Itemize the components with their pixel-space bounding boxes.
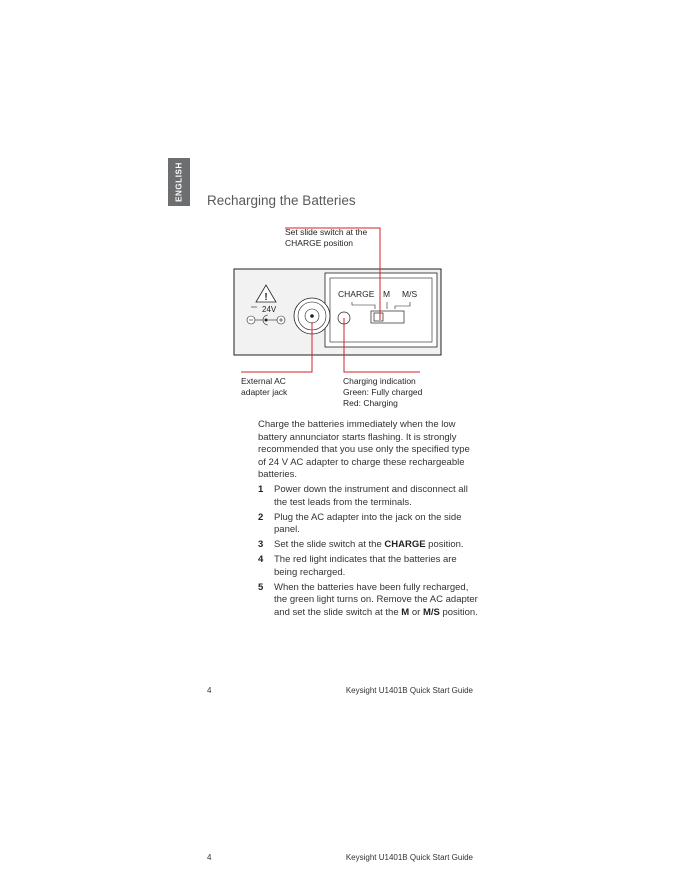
jack-callout: [241, 376, 287, 398]
step-item: [258, 582, 478, 620]
m-label: M: [383, 289, 391, 299]
step-text: [274, 539, 464, 550]
step-text-part: position.: [439, 606, 478, 618]
jack-callout-line2: adapter jack: [241, 387, 288, 397]
step-text-part: When the batteries have been fully recharged, the green light turns on. Remove the AC adapter and set the slide switch at the: [274, 581, 478, 618]
steps-list: [258, 484, 478, 622]
step-item: [258, 484, 478, 509]
section-heading: Recharging the Batteries: [207, 193, 356, 208]
step-text-part: or: [409, 606, 423, 618]
warning-mark: !: [264, 292, 268, 303]
step-bold-term: M/S: [422, 606, 440, 618]
step-number: 5: [258, 581, 264, 593]
step-text-part: Set the slide switch at the: [274, 539, 385, 550]
side-panel-diagram: [0, 0, 680, 420]
slide-switch-knob: [374, 313, 383, 321]
switch-callout: [285, 227, 367, 249]
step-bold-term: CHARGE: [384, 539, 426, 550]
ac-jack-pin: [310, 314, 314, 318]
step-number: 4: [258, 554, 264, 565]
switch-callout-line2: CHARGE position: [285, 238, 354, 248]
voltage-label: 24V: [262, 305, 277, 314]
page-number: 4: [207, 853, 212, 862]
step-text-part: position.: [425, 539, 464, 550]
led-callout-line3: Red: Charging: [343, 398, 398, 408]
step-text: Power down the instrument and disconnect all the test leads from the terminals.: [274, 484, 468, 508]
step-text: [274, 582, 478, 618]
step-text: Plug the AC adapter into the jack on the side panel.: [274, 511, 462, 535]
intro-paragraph: Charge the batteries immediately when the low battery annunciator starts flashing. It is strongly recommended that you use only the specified type of 24 V AC adapter to charge these rechargeable batteries.: [258, 419, 470, 480]
step-number: 3: [258, 539, 264, 550]
step-bold-term: M: [401, 606, 410, 618]
switch-callout-line1: Set slide switch at the: [285, 227, 368, 237]
charge-label: CHARGE: [338, 289, 375, 299]
step-item: [258, 512, 478, 537]
step-number: 2: [258, 511, 264, 523]
guide-title: Keysight U1401B Quick Start Guide: [345, 686, 473, 695]
step-number: 1: [258, 484, 264, 495]
ms-label: M/S: [402, 289, 418, 299]
guide-title: Keysight U1401B Quick Start Guide: [345, 853, 473, 862]
jack-callout-line1: External AC: [241, 376, 286, 386]
page-number: 4: [207, 686, 212, 695]
led-callout-line1: Charging indication: [343, 376, 416, 386]
step-text: The red light indicates that the batteries are being recharged.: [274, 554, 457, 578]
language-tab-label: ENGLISH: [174, 162, 184, 202]
switch-compartment: [325, 273, 437, 347]
led-callout: [343, 376, 422, 409]
step-item: [258, 554, 478, 579]
step-item: [258, 539, 478, 552]
led-callout-line2: Green: Fully charged: [343, 387, 423, 397]
